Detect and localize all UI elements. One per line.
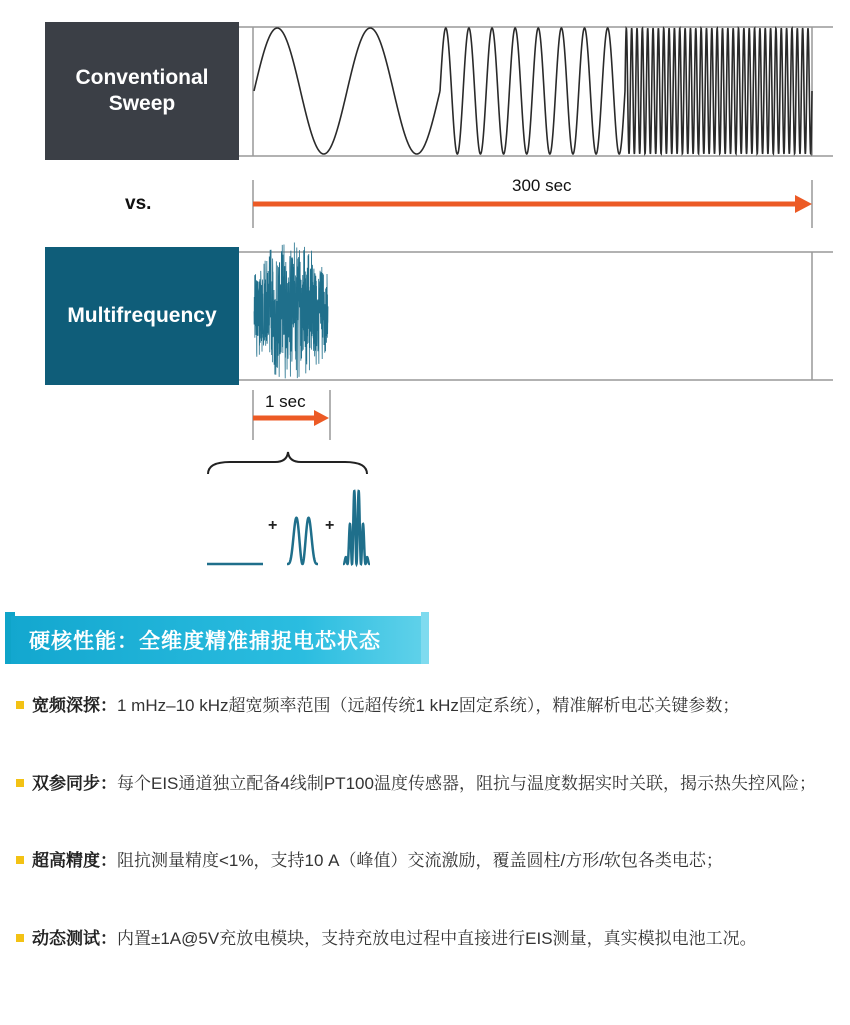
bullet-icon (16, 779, 24, 787)
plus-sign-2: + (325, 517, 335, 534)
curly-brace (208, 452, 367, 474)
sweep-duration-label: 300 sec (512, 176, 572, 195)
feature-title: 动态测试： (32, 929, 117, 948)
conventional-sweep-label-box (45, 22, 239, 160)
multifrequency-label: Multifrequency (67, 304, 217, 327)
feature-text: 每个EIS通道独立配备4线制PT100温度传感器，阻抗与温度数据实时关联，揭示热失控风险； (117, 774, 816, 793)
feature-item (16, 923, 844, 955)
sweep-wave-segment-2 (440, 28, 625, 154)
feature-text: 内置±1A@5V充放电模块，支持充放电过程中直接进行EIS测量，真实模拟电池工况。 (117, 929, 757, 948)
feature-item (16, 768, 844, 800)
feature-text: 1 mHz–10 kHz超宽频率范围（远超传统1 kHz固定系统），精准解析电芯关键参数； (117, 696, 740, 715)
multi-duration-label: 1 sec (265, 392, 306, 411)
feature-title: 宽频深探： (32, 696, 117, 715)
sweep-wave-segment-3 (625, 28, 812, 154)
bullet-icon (16, 856, 24, 864)
component-wave-high (343, 491, 370, 564)
bullet-icon (16, 934, 24, 942)
feature-title: 双参同步： (32, 774, 117, 793)
vs-label: vs. (125, 193, 152, 214)
waveforms (207, 28, 812, 564)
multi-arrow-head (314, 410, 329, 426)
feature-item (16, 845, 844, 877)
performance-banner (5, 612, 429, 664)
sweep-arrow-head (795, 195, 812, 213)
component-wave-mid (287, 518, 318, 564)
bullet-icon (16, 701, 24, 709)
multifrequency-label-box (45, 247, 239, 385)
feature-title: 超高精度： (32, 851, 117, 870)
multifrequency-noise-wave (254, 242, 328, 378)
conventional-sweep-label: Conventional Sweep (75, 66, 209, 115)
plus-sign-1: + (268, 517, 278, 534)
banner-title: 硬核性能：全维度精准捕捉电芯状态 (29, 630, 381, 653)
feature-text: 阻抗测量精度<1%，支持10 A（峰值）交流激励，覆盖圆柱/方形/软包各类电芯； (117, 851, 723, 870)
sweep-wave-segment-1 (254, 28, 440, 154)
feature-item (16, 690, 844, 722)
